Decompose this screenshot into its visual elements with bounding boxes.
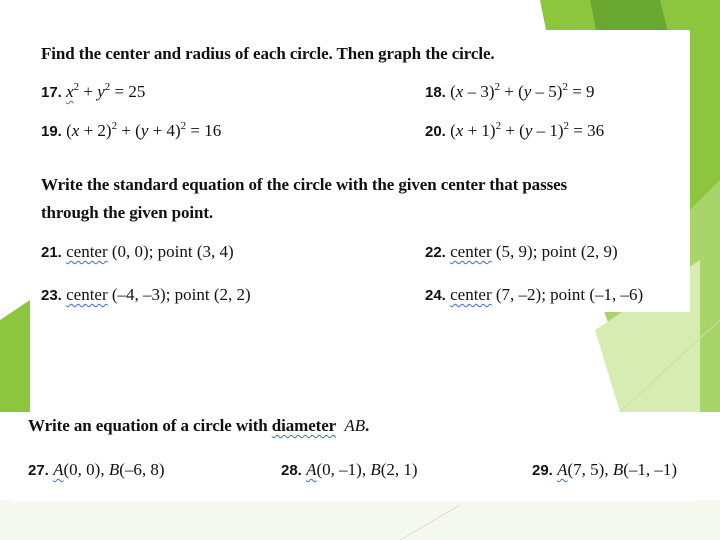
problem-23: 23. center (–4, –3); point (2, 2)	[41, 285, 251, 304]
problem-19: 19. $(x + 2)^2 + (y + 4)^2 = 16$	[41, 120, 222, 140]
problem-24: 24. center (7, –2); point (–1, –6)	[425, 285, 644, 304]
problem-20: 20. $(x + 1)^2 + (y - 1)^2 = 36$	[425, 120, 605, 140]
green-facet-left	[0, 300, 30, 412]
section1-instruction: Find the center and radius of each circle. Then graph the circle.	[41, 44, 495, 63]
problem-21: 21. center (0, 0); point (3, 4)	[41, 242, 234, 261]
problem-18: 18. (x – 3)$^2$ + (y – 5)$^2$ = 9	[425, 81, 595, 101]
problem-17: 17. $x^2 + y^2 = 25$	[41, 81, 146, 101]
problem-27: 27. A(0, 0), B(–6, 8)	[28, 460, 165, 479]
problem-28: 28. A(0, –1), B(2, 1)	[281, 460, 418, 479]
problem-29: 29. A(7, 5), B(–1, –1)	[532, 460, 678, 479]
problem-22: 22. center (5, 9); point (2, 9)	[425, 242, 618, 261]
section2-instruction-line1: Write the standard equation of the circle with the given center that passes	[41, 175, 568, 194]
section2-instruction-line2: through the given point.	[41, 203, 214, 222]
section3-instruction: Write an equation of a circle with diameter AB.	[28, 416, 370, 435]
problems-card-top	[30, 30, 690, 312]
green-facet-bottom	[0, 500, 720, 540]
